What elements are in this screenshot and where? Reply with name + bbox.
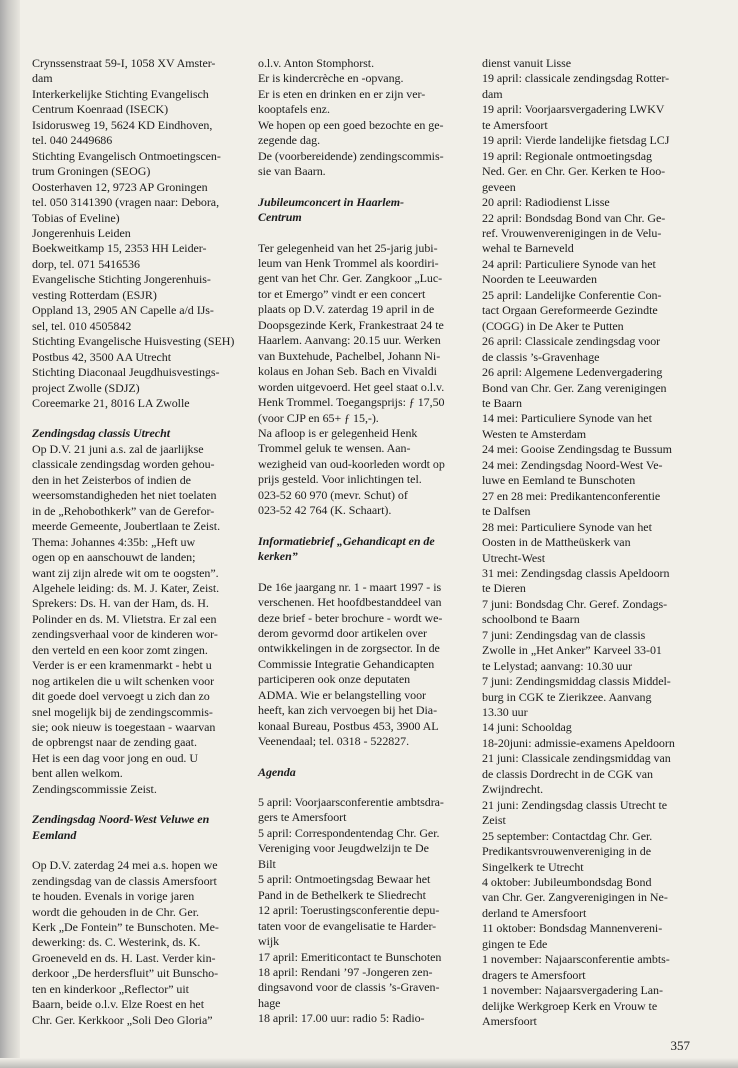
text-line: Oppland 13, 2905 AN Capelle a/d IJs- <box>32 303 214 318</box>
text-line: schoolbond te Baarn <box>482 612 580 627</box>
text-line: dingsavond voor de classis ’s-Graven- <box>258 980 440 995</box>
text-line: 5 april: Voorjaarsconferentie ambtsdra- <box>258 795 444 810</box>
text-line: Verder is er een kramenmarkt - hebt u <box>32 658 212 673</box>
text-line: Ned. Ger. en Chr. Ger. Kerken te Hoo- <box>482 164 666 179</box>
text-line: zegende dag. <box>258 133 321 148</box>
text-line: 18 april: Rendani ’97 -Jongeren zen- <box>258 965 433 980</box>
text-line: taten voor de evangelisatie te Harder- <box>258 918 437 933</box>
text-line: 22 april: Bondsdag Bond van Chr. Ge- <box>482 210 666 225</box>
text-line: derom gevormd door artikelen over <box>258 625 427 640</box>
text-line: Stichting Diaconaal Jeugdhuisvestings- <box>32 365 220 380</box>
text-line: te Dieren <box>482 581 526 596</box>
text-line: Informatiebrief „Gehandicapt en de <box>258 533 435 548</box>
text-line: Interkerkelijke Stichting Evangelisch <box>32 86 209 101</box>
text-line: 7 juni: Bondsdag Chr. Geref. Zondags- <box>482 596 668 611</box>
text-paragraph <box>258 241 468 519</box>
text-line: o.l.v. Anton Stomphorst. <box>258 56 375 70</box>
text-line: geveen <box>482 179 516 194</box>
text-line: ten en kinderkoor „Reflector” uit <box>32 981 189 996</box>
text-line: sie van Baarn. <box>258 164 326 179</box>
text-line: want zij zijn alrede wit om te oogsten”. <box>32 565 219 580</box>
text-line: Zendingsdag Noord-West Veluwe en <box>32 812 210 827</box>
text-line: De (voorbereidende) zendingscommis- <box>258 148 444 163</box>
text-line: Zwijndrecht. <box>482 782 544 797</box>
text-line: sel, tel. 010 4505842 <box>32 318 132 333</box>
text-line: Coreemarke 21, 8016 LA Zwolle <box>32 395 190 410</box>
text-line: plaats op D.V. zaterdag 19 april in de <box>258 302 435 317</box>
text-line: Groeneveld en ds. H. Last. Verder kin- <box>32 950 216 965</box>
text-line: Het is een dag voor jong en oud. U <box>32 750 198 765</box>
text-paragraph <box>482 56 692 1030</box>
text-paragraph <box>258 580 468 750</box>
text-line: Er is eten en drinken en er zijn ver- <box>258 86 426 101</box>
text-line: derland te Amersfoort <box>482 905 587 920</box>
text-line: Crynssenstraat 59-I, 1058 XV Amster- <box>32 56 216 70</box>
text-line: deze brief - beter brochure - wordt we- <box>258 610 443 625</box>
text-line: 14 juni: Schooldag <box>482 720 572 735</box>
text-line: Zendingsdag classis Utrecht <box>32 426 170 441</box>
text-line: Na afloop is er gelegenheid Henk <box>258 425 418 440</box>
text-line: 19 april: Regionale ontmoetingsdag <box>482 148 652 163</box>
text-line: te Lelystad; aanvang: 10.30 uur <box>482 658 633 673</box>
text-line: tor et Emergo” vindt er een concert <box>258 286 426 301</box>
text-line: 18-20juni: admissie-examens Apeldoorn <box>482 735 675 750</box>
text-line: Evangelische Stichting Jongerenhuis- <box>32 272 211 287</box>
text-line: Kerk „De Fontein” te Bunschoten. Me- <box>32 920 219 935</box>
text-line: hage <box>258 995 281 1010</box>
text-line: weersomstandigheden het niet toelaten <box>32 488 217 503</box>
text-line: den in het Zeisterbos of indien de <box>32 472 191 487</box>
text-line: Veenendaal; tel. 0318 - 522827. <box>258 734 410 749</box>
text-line: te Baarn <box>482 395 522 410</box>
text-line: dewerking: ds. C. Westerink, ds. K. <box>32 935 201 950</box>
text-line: 17 april: Emeriticontact te Bunschoten <box>258 949 442 964</box>
text-line: 5 april: Ontmoetingsdag Bewaar het <box>258 872 431 887</box>
page-bottom-shadow <box>0 1058 738 1068</box>
text-line: heeft, kan zich vervoegen bij het Dia- <box>258 703 438 718</box>
text-line: Polinder en ds. M. Vlietstra. Er zal een <box>32 611 217 626</box>
text-line: de classis ’s-Gravenhage <box>482 349 600 364</box>
text-paragraph <box>258 795 468 1027</box>
text-line: sie; ook nieuw is toegestaan - waarvan <box>32 720 216 735</box>
text-line: 18 april: 17.00 uur: radio 5: Radio- <box>258 1011 425 1026</box>
text-line: Tobias of Eveline) <box>32 210 120 225</box>
text-line: Op D.V. 21 juni a.s. zal de jaarlijkse <box>32 441 204 456</box>
text-line: te houden. Evenals in vorige jaren <box>32 889 195 904</box>
text-column-2 <box>258 56 468 1027</box>
section-heading <box>258 534 468 565</box>
text-line: Boekweitkamp 15, 2353 HH Leider- <box>32 241 207 256</box>
text-line: 5 april: Correspondentendag Chr. Ger. <box>258 825 440 840</box>
text-line: konaal Bureau, Postbus 453, 3900 AL <box>258 718 439 733</box>
text-line: wordt die gehouden in de Chr. Ger. <box>32 904 199 919</box>
text-line: 12 april: Toerustingsconferentie depu- <box>258 903 440 918</box>
paragraph-spacer <box>258 750 468 765</box>
text-line: worden uitgevoerd. Het geel staat o.l.v. <box>258 379 445 394</box>
text-line: Centrum Koenraad (ISECK) <box>32 102 169 117</box>
text-line: te Dalfsen <box>482 504 531 519</box>
text-line: Singelkerk te Utrecht <box>482 859 584 874</box>
text-line: dragers te Amersfoort <box>482 967 586 982</box>
text-line: Algehele leiding: ds. M. J. Kater, Zeist. <box>32 580 220 595</box>
text-line: Ter gelegenheid van het 25-jarig jubi- <box>258 240 438 255</box>
text-line: Utrecht-West <box>482 550 546 565</box>
text-line: dit goede doel vervoegt u zich dan zo <box>32 689 210 704</box>
text-paragraph <box>32 858 246 1028</box>
paragraph-spacer <box>258 780 468 795</box>
page-number: 357 <box>670 1038 690 1053</box>
text-line: snel mogelijk bij de zendingscommis- <box>32 704 213 719</box>
text-line: Bilt <box>258 856 276 871</box>
text-line: Sprekers: Ds. H. van der Ham, ds. H. <box>32 596 209 611</box>
text-line: Noorden te Leeuwarden <box>482 272 597 287</box>
text-line: de opbrengst naar de zending gaat. <box>32 735 197 750</box>
text-line: Zendingscommissie Zeist. <box>32 781 157 796</box>
text-line: van Buxtehude, Pachelbel, Johann Ni- <box>258 348 441 363</box>
text-paragraph <box>32 56 246 411</box>
text-line: Jongerenhuis Leiden <box>32 225 131 240</box>
text-line: delijke Werkgroep Kerk en Vrouw te <box>482 998 658 1013</box>
text-line: 1 november: Najaarsvergadering Lan- <box>482 983 663 998</box>
section-heading <box>32 426 246 441</box>
text-line: 24 mei: Zendingsdag Noord-West Ve- <box>482 457 663 472</box>
text-line: (voor CJP en 65+ ƒ 15,-). <box>258 410 379 425</box>
text-line: 25 september: Contactdag Chr. Ger. <box>482 828 653 843</box>
text-line: 25 april: Landelijke Conferentie Con- <box>482 287 662 302</box>
paragraph-spacer <box>32 797 246 812</box>
text-line: Pand in de Bethelkerk te Sliedrecht <box>258 887 426 902</box>
paragraph-spacer <box>258 180 468 195</box>
text-line: dam <box>32 71 53 86</box>
text-line: 7 juni: Zendingsdag van de classis <box>482 627 646 642</box>
text-line: Oosten in de Mattheüskerk van <box>482 535 631 550</box>
text-line: Trommel geluk te wensen. Aan- <box>258 441 411 456</box>
text-line: gent van het Chr. Ger. Zangkoor „Luc- <box>258 271 443 286</box>
text-line: participeren ook onze deputaten <box>258 672 411 687</box>
text-line: prijs gesteld. Voor inlichtingen tel. <box>258 472 422 487</box>
text-line: 27 en 28 mei: Predikantenconferentie <box>482 488 661 503</box>
text-line: (COGG) in De Aker te Putten <box>482 318 624 333</box>
section-heading <box>32 812 246 843</box>
text-line: nog artikelen die u wilt schenken voor <box>32 673 215 688</box>
text-line: Centrum <box>258 210 302 225</box>
text-line: Jubileumconcert in Haarlem- <box>258 194 404 209</box>
text-line: 31 mei: Zendingsdag classis Apeldoorn <box>482 565 670 580</box>
text-line: 19 april: classicale zendingsdag Rotter- <box>482 71 670 86</box>
text-line: Er is kindercrèche en -opvang. <box>258 71 404 86</box>
text-line: Westen te Amsterdam <box>482 426 587 441</box>
text-line: 24 april: Particuliere Synode van het <box>482 256 656 271</box>
text-line: tact Orgaan Gereformeerde Gezindte <box>482 303 658 318</box>
text-line: wehal te Barneveld <box>482 241 574 256</box>
text-line: wijk <box>258 934 280 949</box>
text-line: Haarlem. Aanvang: 20.15 uur. Werken <box>258 333 441 348</box>
text-line: 023-52 60 970 (mevr. Schut) of <box>258 487 408 502</box>
text-line: gingen te Ede <box>482 936 548 951</box>
section-heading <box>258 195 468 226</box>
text-line: luwe en Eemland te Bunschoten <box>482 473 636 488</box>
paragraph-spacer <box>258 519 468 534</box>
text-line: 28 mei: Particuliere Synode van het <box>482 519 652 534</box>
text-line: Agenda <box>258 764 296 779</box>
text-line: 24 mei: Gooise Zendingsdag te Bussum <box>482 442 672 457</box>
text-line: 19 april: Vierde landelijke fietsdag LCJ <box>482 133 670 148</box>
text-line: 26 april: Algemene Ledenvergadering <box>482 365 663 380</box>
text-line: meerde Gemeente, Joubertlaan te Zeist. <box>32 519 221 534</box>
text-line: ADMA. Wie er belangstelling voor <box>258 687 426 702</box>
text-line: dorp, tel. 071 5416536 <box>32 256 140 271</box>
paragraph-spacer <box>32 843 246 858</box>
text-line: zendingsverhaal voor de kinderen wor- <box>32 627 218 642</box>
text-line: Henk Trommel. Toegangsprijs: ƒ 17,50 <box>258 395 445 410</box>
text-line: Op D.V. zaterdag 24 mei a.s. hopen we <box>32 858 218 873</box>
text-line: De 16e jaargang nr. 1 - maart 1997 - is <box>258 579 442 594</box>
text-line: Isidorusweg 19, 5624 KD Eindhoven, <box>32 117 213 132</box>
paragraph-spacer <box>258 565 468 580</box>
text-line: classicale zendingsdag worden gehou- <box>32 457 215 472</box>
text-line: 11 oktober: Bondsdag Mannenvereni- <box>482 921 663 936</box>
text-line: wezigheid van oud-koorleden wordt op <box>258 456 445 471</box>
text-line: 1 november: Najaarsconferentie ambts- <box>482 952 670 967</box>
text-line: Chr. Ger. Kerkkoor „Soli Deo Gloria” <box>32 1012 213 1027</box>
text-line: 13.30 uur <box>482 705 528 720</box>
text-line: Vereniging voor Jeugdwelzijn te De <box>258 841 429 856</box>
text-line: 7 juni: Zendingsmiddag classis Middel- <box>482 674 671 689</box>
text-line: Baarn, beide o.l.v. Elze Roest en het <box>32 997 204 1012</box>
text-line: derkoor „De herdersfluit” uit Bunscho- <box>32 966 219 981</box>
text-line: den verteld en een koor zomt zingen. <box>32 642 208 657</box>
text-line: Zeist <box>482 813 506 828</box>
text-line: 26 april: Classicale zendingsdag voor <box>482 334 661 349</box>
text-line: Bond van Chr. Ger. Zang verenigingen <box>482 380 667 395</box>
text-line: Amersfoort <box>482 1014 537 1029</box>
text-line: dam <box>482 86 503 101</box>
text-line: 21 juni: Classicale zendingsmiddag van <box>482 751 671 766</box>
text-line: 4 oktober: Jubileumbondsdag Bond <box>482 875 652 890</box>
text-line: Eemland <box>32 827 77 842</box>
text-paragraph <box>258 56 468 180</box>
text-line: trum Groningen (SEOG) <box>32 164 151 179</box>
text-line: 21 juni: Zendingsdag classis Utrecht te <box>482 797 668 812</box>
text-line: Zwolle in „Het Anker” Karveel 33-01 <box>482 643 662 658</box>
text-line: Doopsgezinde Kerk, Frankestraat 24 te <box>258 317 444 332</box>
text-line: Commissie Integratie Gehandicapten <box>258 656 435 671</box>
text-line: Stichting Evangelische Huisvesting (SEH) <box>32 334 235 349</box>
text-line: zendingsdag van de classis Amersfoort <box>32 873 217 888</box>
text-line: tel. 040 2449686 <box>32 133 113 148</box>
text-line: tel. 050 3141390 (vragen naar: Debora, <box>32 195 220 210</box>
text-line: 19 april: Voorjaarsvergadering LWKV <box>482 102 665 117</box>
text-line: We hopen op een goed bezochte en ge- <box>258 117 444 132</box>
text-line: 20 april: Radiodienst Lisse <box>482 195 610 210</box>
text-line: burg in CGK te Zierikzee. Aanvang <box>482 689 652 704</box>
text-line: Thema: Johannes 4:35b: „Heft uw <box>32 534 196 549</box>
text-line: gers te Amersfoort <box>258 810 347 825</box>
text-line: kerken” <box>258 549 298 564</box>
text-line: dienst vanuit Lisse <box>482 56 572 70</box>
text-line: 023-52 42 764 (K. Schaart). <box>258 503 392 518</box>
text-line: te Amersfoort <box>482 117 548 132</box>
page-binding-shadow <box>0 0 20 1068</box>
text-line: vesting Rotterdam (ESJR) <box>32 287 157 302</box>
text-line: ontwikkelingen in de zorgsector. In de <box>258 641 440 656</box>
text-line: kolaus en Johan Seb. Bach en Vivaldi <box>258 364 437 379</box>
text-paragraph <box>32 442 246 797</box>
text-line: 14 mei: Particuliere Synode van het <box>482 411 652 426</box>
paragraph-spacer <box>32 411 246 426</box>
text-line: verschenen. Het hoofdbestanddeel van <box>258 595 442 610</box>
text-line: ref. Vrouwenverenigingen in de Velu- <box>482 225 662 240</box>
text-line: van Chr. Ger. Zangverenigingen in Ne- <box>482 890 668 905</box>
text-line: leum van Henk Trommel als koordiri- <box>258 255 439 270</box>
text-line: in de „Rehobothkerk” van de Gerefor- <box>32 503 215 518</box>
text-column-1 <box>32 56 246 1028</box>
text-line: bent allen welkom. <box>32 766 123 781</box>
text-line: Oosterhaven 12, 9723 AP Groningen <box>32 179 208 194</box>
text-line: Postbus 42, 3500 AA Utrecht <box>32 349 171 364</box>
text-line: de classis Dordrecht in de CGK van <box>482 766 653 781</box>
text-column-3 <box>482 56 692 1030</box>
paragraph-spacer <box>258 226 468 241</box>
section-heading <box>258 765 468 780</box>
text-line: kooptafels enz. <box>258 102 330 117</box>
text-line: Predikantsvrouwenvereniging in de <box>482 844 651 859</box>
text-line: ogen op en aanschouwt de landen; <box>32 550 196 565</box>
text-line: project Zwolle (SDJZ) <box>32 380 140 395</box>
text-line: Stichting Evangelisch Ontmoetingscen- <box>32 148 221 163</box>
